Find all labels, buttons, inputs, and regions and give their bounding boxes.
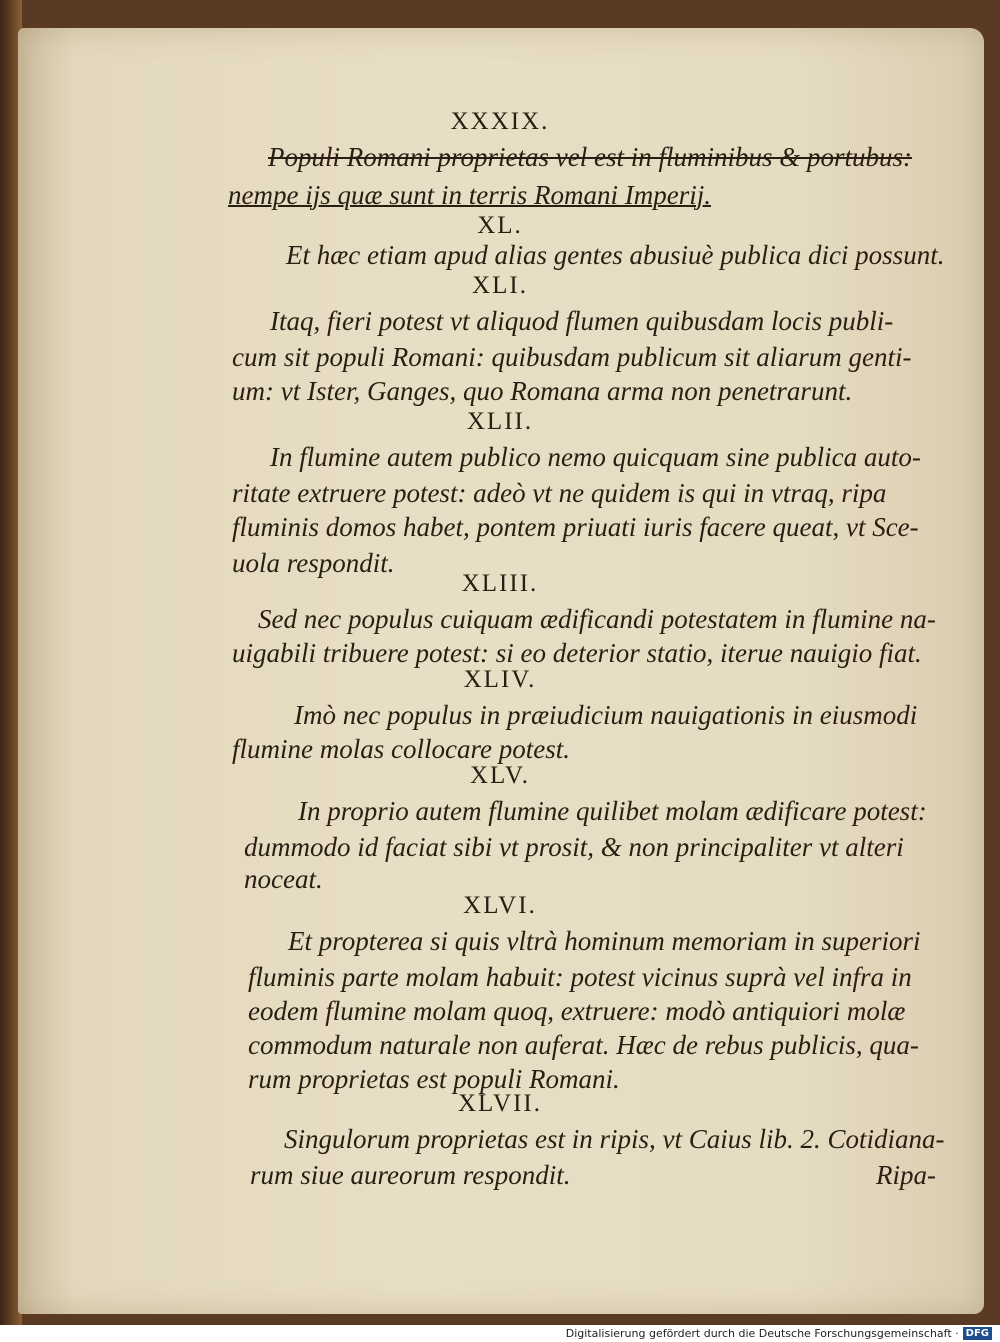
heading-xlv: XLV. bbox=[469, 762, 531, 789]
line-45-2: dummodo id faciat sibi vt prosit, & non principaliter vt alteri bbox=[244, 832, 904, 862]
line-41-1: Itaq, fieri potest vt aliquod flumen quibusdam locis publi- bbox=[270, 306, 894, 336]
line-40-1: Et hæc etiam apud alias gentes abusiuè publica dici possunt. bbox=[286, 240, 945, 270]
line-44-1: Imò nec populus in præiudicium nauigationis in eiusmodi bbox=[294, 700, 918, 730]
catchword: Ripa- bbox=[876, 1160, 936, 1190]
line-44-2: flumine molas collocare potest. bbox=[232, 734, 570, 764]
heading-xxxix: XXXIX. bbox=[450, 108, 550, 135]
line-42-3: fluminis domos habet, pontem priuati iuris facere queat, vt Sce- bbox=[232, 512, 919, 542]
heading-xliii: XLIII. bbox=[461, 570, 539, 597]
heading-xlii: XLII. bbox=[466, 408, 534, 435]
funding-footer bbox=[566, 1327, 992, 1340]
line-39-2: nempe ijs quæ sunt in terris Romani Imperij. bbox=[228, 180, 711, 210]
line-42-2: ritate extruere potest: adeò vt ne quidem is qui in vtraq, ripa bbox=[232, 478, 887, 508]
line-47-2: rum siue aureorum respondit. bbox=[250, 1160, 571, 1190]
line-43-2: uigabili tribuere potest: si eo deterior statio, iterue nauigio fiat. bbox=[232, 638, 922, 668]
heading-xli: XLI. bbox=[472, 272, 528, 299]
heading-xlvi: XLVI. bbox=[463, 892, 537, 919]
footer-text: Digitalisierung gefördert durch die Deutsche Forschungsgemeinschaft · bbox=[565, 1327, 959, 1340]
line-39-1: Populi Romani proprietas vel est in fluminibus & portubus: bbox=[268, 142, 912, 172]
line-46-4: commodum naturale non auferat. Hæc de rebus publicis, qua- bbox=[248, 1030, 919, 1060]
line-46-2: fluminis parte molam habuit: potest vicinus suprà vel infra in bbox=[248, 962, 912, 992]
line-42-1: In flumine autem publico nemo quicquam sine publica auto- bbox=[270, 442, 921, 472]
line-46-3: eodem flumine molam quoq, extruere: modò antiquiori molæ bbox=[248, 996, 906, 1026]
line-42-4: uola respondit. bbox=[232, 548, 395, 578]
line-43-1: Sed nec populus cuiquam ædificandi potestatem in flumine na- bbox=[258, 604, 936, 634]
line-41-3: um: vt Ister, Ganges, quo Romana arma non penetrarunt. bbox=[232, 376, 853, 406]
line-41-2: cum sit populi Romani: quibusdam publicum sit aliarum genti- bbox=[232, 342, 912, 372]
line-46-1: Et propterea si quis vltrà hominum memoriam in superiori bbox=[288, 926, 921, 956]
heading-xliv: XLIV. bbox=[463, 666, 537, 693]
heading-xlvii: XLVII. bbox=[458, 1090, 542, 1117]
dfg-logo: DFG bbox=[963, 1327, 992, 1340]
line-47-1: Singulorum proprietas est in ripis, vt Caius lib. 2. Cotidiana- bbox=[284, 1124, 945, 1154]
heading-xl: XL. bbox=[477, 212, 523, 239]
line-45-1: In proprio autem flumine quilibet molam ædificare potest: bbox=[298, 796, 927, 826]
line-46-5: rum proprietas est populi Romani. bbox=[248, 1064, 620, 1094]
line-45-3: noceat. bbox=[244, 864, 323, 894]
